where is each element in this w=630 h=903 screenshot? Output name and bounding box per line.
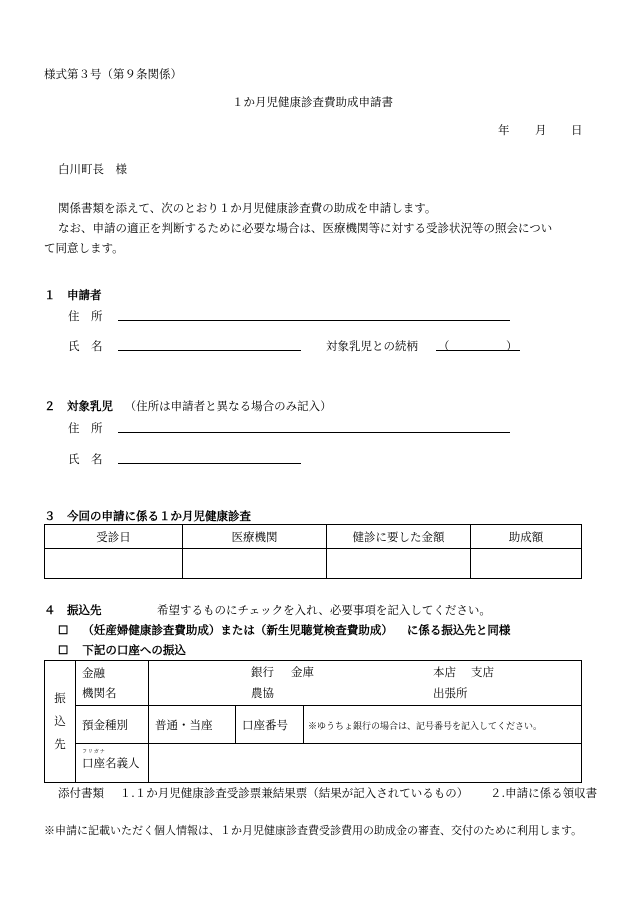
transfer-side-label: [45, 661, 76, 783]
account-holder-label-cell: [76, 744, 149, 783]
infant-name-label: 氏 名: [68, 452, 103, 466]
date-month: 月: [535, 123, 547, 137]
section4-heading: ４ 振込先: [44, 603, 102, 617]
intro-line-1: 関係書類を添えて、次のとおり１か月児健康診査費の助成を申請します。: [58, 201, 437, 215]
option-same-account[interactable]: [58, 622, 510, 638]
attachment-item-2: ２.申請に係る領収書: [489, 786, 598, 800]
relation-open-paren: （: [438, 339, 450, 353]
section2-heading: ２ 対象乳児: [44, 399, 113, 413]
infant-address-label: 住 所: [68, 421, 103, 435]
account-holder-label-text: 口座名義人: [82, 756, 140, 770]
account-number-label: 口座番号: [236, 706, 304, 744]
applicant-address-field[interactable]: [118, 320, 510, 321]
header-subsidy: 助成額: [471, 525, 582, 549]
addressee: 白川町長 様: [58, 162, 127, 176]
applicant-name-field[interactable]: [118, 350, 301, 351]
date-year: 年: [498, 123, 510, 137]
header-exam-cost: 健診に要した金額: [327, 525, 471, 549]
infant-name-field[interactable]: [118, 463, 301, 464]
header-exam-date: 受診日: [45, 525, 183, 549]
table-row: [45, 549, 582, 579]
bank-name-label: [76, 661, 149, 706]
bank-name-label-1: 金融: [82, 666, 105, 680]
date-day: 日: [571, 123, 583, 137]
branch-type-shiten: 支店: [471, 665, 494, 679]
account-holder-field[interactable]: [149, 744, 582, 783]
bank-account-table: [44, 660, 582, 783]
option-other-account[interactable]: [58, 642, 186, 658]
side-char-3: 先: [54, 737, 66, 751]
relation-field[interactable]: [436, 350, 520, 351]
bank-type-nokyo: 農協: [251, 686, 274, 700]
section3-heading: ３ 今回の申請に係る１か月児健康診査: [44, 509, 251, 523]
account-number-note: ※ゆうちょ銀行の場合は、記号番号を記入してください。: [308, 721, 543, 732]
applicant-name-label: 氏 名: [68, 339, 103, 353]
option-other-account-label: 下記の口座への振込: [82, 643, 186, 657]
section1-heading: １ 申請者: [44, 288, 102, 302]
infant-address-field[interactable]: [118, 432, 510, 433]
bank-type-shinkin: 金庫: [291, 665, 314, 679]
bank-type-bank: 銀行: [251, 665, 274, 679]
intro-line-3: て同意します。: [44, 241, 124, 255]
attachment-item-1: １.１か月児健康診査受診票兼結果票（結果が記入されているもの）: [119, 786, 469, 800]
checkbox-icon[interactable]: ☐: [58, 643, 69, 657]
account-number-field[interactable]: [304, 706, 582, 744]
cell-institution[interactable]: [183, 549, 327, 579]
bank-name-label-2: 機関名: [82, 686, 117, 700]
section2-heading-row: [44, 398, 332, 414]
option-same-account-label-b: に係る振込先と同様: [406, 623, 511, 637]
option-same-account-label-a: （妊産婦健康診査費助成）または（新生児聴覚検査費助成）: [82, 623, 393, 637]
deposit-row: [45, 706, 582, 744]
cell-subsidy[interactable]: [471, 549, 582, 579]
attachments-row: [58, 785, 597, 801]
account-holder-ruby: フリガナ: [82, 749, 106, 755]
checkbox-icon[interactable]: ☐: [58, 623, 69, 637]
holder-row: [45, 744, 582, 783]
checkup-table: [44, 524, 582, 579]
checkup-table-header: [45, 525, 582, 549]
attachments-label: 添付書類: [58, 786, 104, 800]
applicant-address-label: 住 所: [68, 309, 103, 323]
side-char-2: 込: [54, 714, 66, 728]
intro-line-2: なお、申請の適正を判断するために必要な場合は、医療機関等に対する受診状況等の照会につい: [58, 221, 553, 235]
page-title: １か月児健康診査費助成申請書: [232, 95, 393, 109]
branch-type-shucchojo: 出張所: [433, 686, 468, 700]
privacy-note: ※申請に記載いただく個人情報は、１か月児健康診査費受診費用の助成金の審査、交付のために利用します。: [44, 824, 583, 837]
section4-instruction: 希望するものにチェックを入れ、必要事項を記入してください。: [157, 603, 491, 617]
relation-label: 対象乳児との続柄: [326, 339, 418, 353]
cell-exam-cost[interactable]: [327, 549, 471, 579]
relation-close-paren: ）: [506, 339, 518, 353]
deposit-type-value[interactable]: 普通・当座: [149, 706, 236, 744]
branch-type-honten: 本店: [433, 665, 456, 679]
form-number: 様式第３号（第９条関係）: [44, 67, 182, 81]
cell-exam-date[interactable]: [45, 549, 183, 579]
account-holder-label: [82, 749, 140, 771]
section2-note: （住所は申請者と異なる場合のみ記入）: [124, 399, 332, 413]
side-char-1: 振: [54, 691, 66, 705]
deposit-type-label: 預金種別: [76, 706, 149, 744]
header-institution: 医療機関: [183, 525, 327, 549]
bank-row: [45, 661, 582, 706]
bank-name-field[interactable]: [149, 661, 582, 706]
